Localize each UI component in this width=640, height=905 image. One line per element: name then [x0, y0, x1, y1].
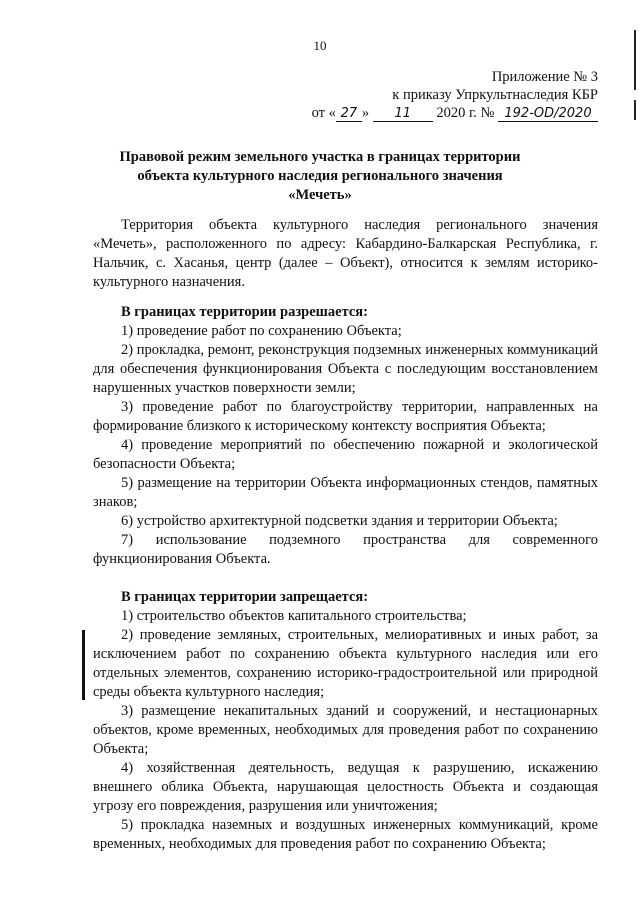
page-number: 10	[313, 38, 327, 53]
date-prefix: от «	[311, 105, 336, 121]
appendix-date-line	[312, 104, 598, 122]
appendix-header	[312, 68, 598, 122]
document-title	[60, 148, 580, 205]
edge-scan-mark	[634, 30, 636, 90]
allowed-item: 5) размещение на территории Объекта информационных стендов, памятных знаков;	[93, 475, 598, 510]
allowed-item: 1) проведение работ по сохранению Объекта;	[121, 323, 402, 339]
month-field: 11	[373, 107, 433, 122]
allowed-item: 3) проведение работ по благоустройству территории, направленных на формирование близкого к историческому контексту восприятия Объекта;	[93, 399, 598, 434]
year-text: 2020 г. №	[436, 105, 495, 121]
title-line: «Мечеть»	[288, 187, 352, 203]
appendix-order-ref: к приказу Упркультнаследия КБР	[392, 87, 598, 103]
allowed-item: 2) прокладка, ремонт, реконструкция подземных инженерных коммуникаций для обеспечения функционирования Объекта с последующим восстановлением нарушенных участков поверхности земли;	[93, 342, 598, 396]
intro-section	[93, 216, 598, 292]
intro-paragraph: Территория объекта культурного наследия регионального значения «Мечеть», расположенного по адресу: Кабардино-Балкарская Республика, г. Нальчик, с. Хасанья, центр (далее – Объект), относится к землям историко-культурного назначения.	[93, 217, 598, 290]
allowed-section	[93, 303, 598, 854]
forbidden-heading: В границах территории запрещается:	[121, 589, 369, 605]
forbidden-item: 1) строительство объектов капитального строительства;	[121, 608, 467, 624]
forbidden-item: 3) размещение некапитальных зданий и сооружений, и нестационарных объектов, кроме временных, необходимых для проведения работ по сохранению Объекта;	[93, 703, 598, 757]
allowed-item: 4) проведение мероприятий по обеспечению пожарной и экологической безопасности Объекта;	[93, 437, 598, 472]
appendix-title: Приложение № 3	[491, 69, 598, 85]
forbidden-item: 2) проведение земляных, строительных, мелиоративных и иных работ, за исключением работ по сохранению объекта культурного наследия или его отдельных элементов, сохранению историко-градостроительной или природной среды объекта культурного наследия;	[93, 627, 598, 700]
margin-mark	[82, 630, 85, 700]
order-number-field: 192-OD/2020	[498, 107, 598, 122]
edge-scan-mark	[634, 100, 636, 120]
title-line: Правовой режим земельного участка в границах территории	[119, 149, 521, 165]
allowed-item: 6) устройство архитектурной подсветки здания и территории Объекта;	[121, 513, 558, 529]
day-field: 27	[336, 107, 362, 122]
date-close: »	[361, 105, 370, 121]
allowed-heading: В границах территории разрешается:	[121, 304, 368, 320]
forbidden-item: 4) хозяйственная деятельность, ведущая к разрушению, искажению внешнего облика Объекта, нарушающая целостность Объекта и создающая угрозу его повреждения, разрушения или уничтожения;	[93, 760, 598, 814]
allowed-item: 7) использование подземного пространства для современного функционирования Объекта.	[93, 532, 598, 567]
title-line: объекта культурного наследия регионального значения	[137, 168, 503, 184]
forbidden-item: 5) прокладка наземных и воздушных инженерных коммуникаций, кроме временных, необходимых для проведения работ по сохранению Объекта;	[93, 817, 598, 852]
